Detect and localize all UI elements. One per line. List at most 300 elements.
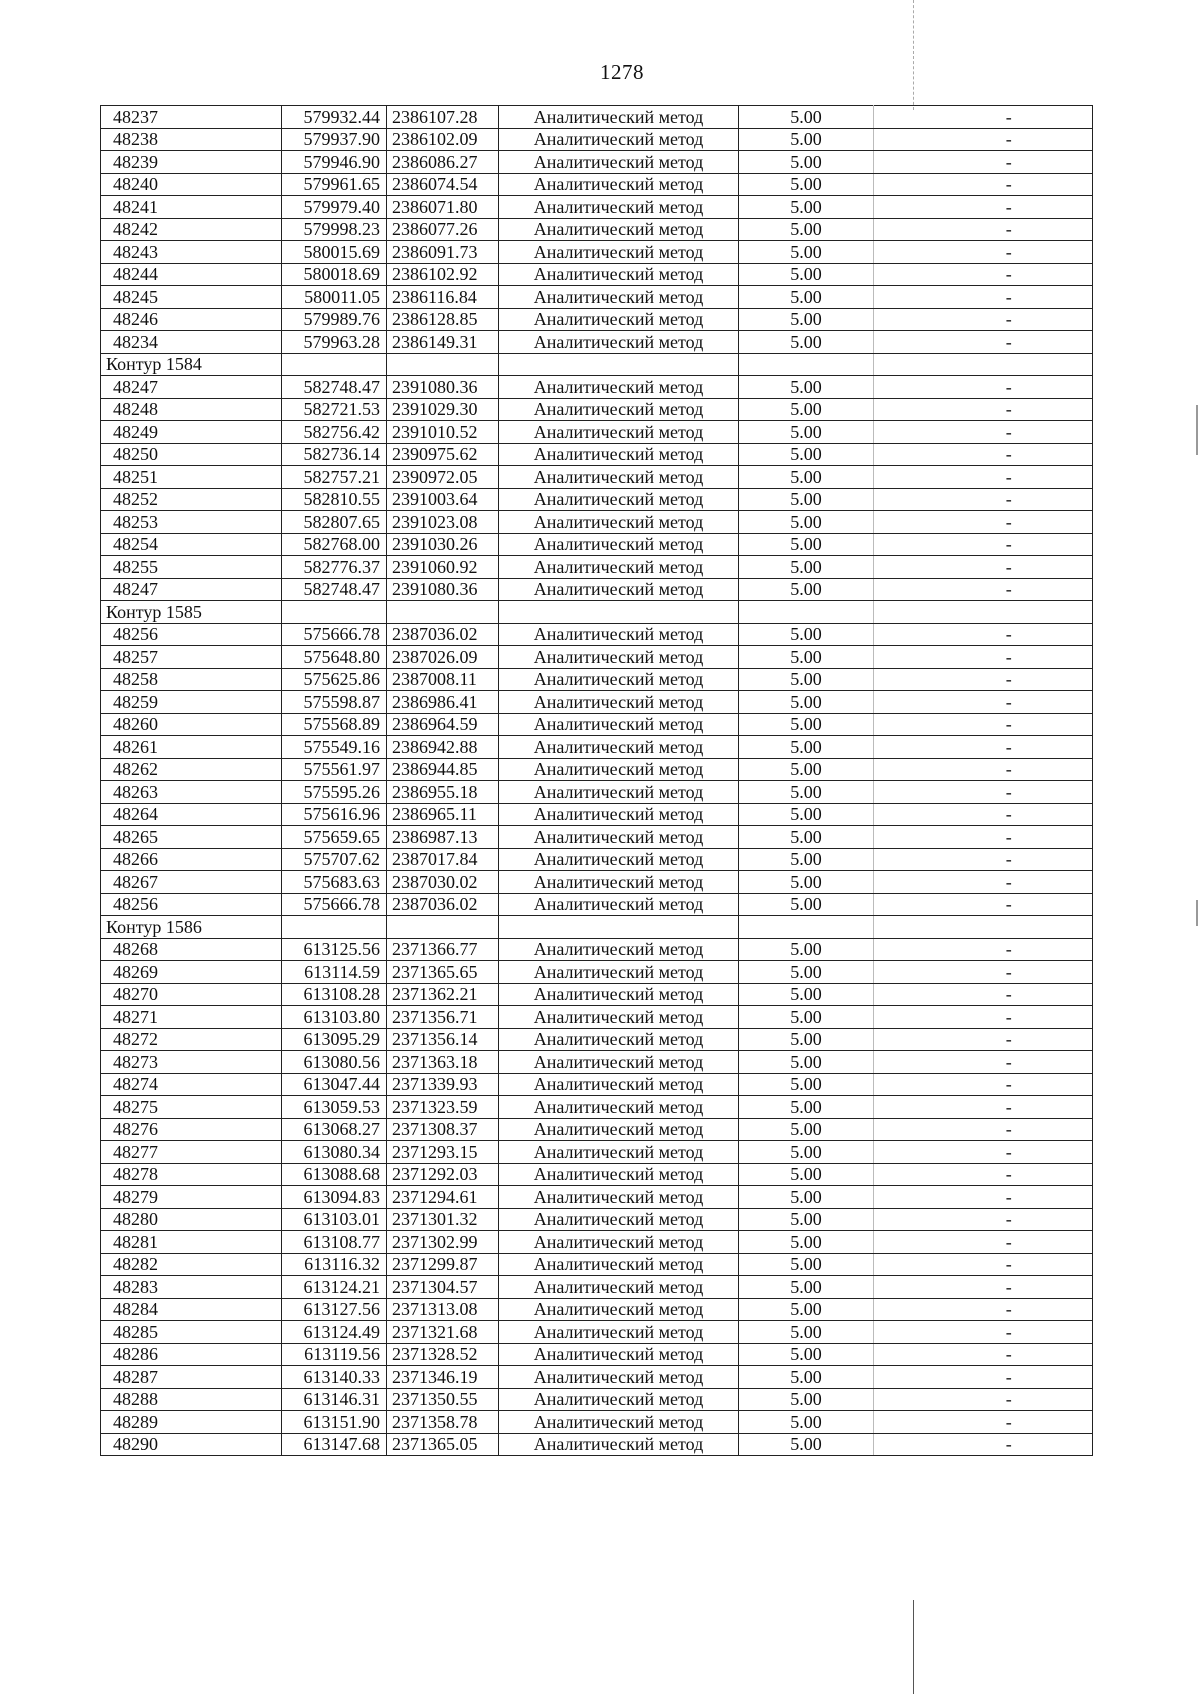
y-coordinate-cell: 2371304.57 — [387, 1276, 499, 1299]
point-id-cell: 48275 — [101, 1096, 282, 1119]
point-id-cell: 48245 — [101, 286, 282, 309]
y-coordinate-cell: 2371323.59 — [387, 1096, 499, 1119]
table-row — [101, 893, 1093, 916]
empty-cell — [874, 1411, 926, 1434]
empty-cell — [874, 1051, 926, 1074]
table-row — [101, 1321, 1093, 1344]
accuracy-cell: 5.00 — [739, 218, 874, 241]
empty-cell — [874, 623, 926, 646]
y-coordinate-cell: 2387036.02 — [387, 893, 499, 916]
point-id-cell: 48247 — [101, 376, 282, 399]
note-cell: - — [926, 241, 1093, 264]
note-cell: - — [926, 1321, 1093, 1344]
empty-cell — [874, 1253, 926, 1276]
x-coordinate-cell: 580018.69 — [282, 263, 387, 286]
accuracy-cell: 5.00 — [739, 1321, 874, 1344]
empty-cell — [926, 353, 1093, 376]
accuracy-cell: 5.00 — [739, 1051, 874, 1074]
table-row — [101, 691, 1093, 714]
x-coordinate-cell: 582756.42 — [282, 421, 387, 444]
empty-cell — [874, 173, 926, 196]
y-coordinate-cell: 2387030.02 — [387, 871, 499, 894]
method-cell: Аналитический метод — [499, 1208, 739, 1231]
accuracy-cell: 5.00 — [739, 106, 874, 129]
table-row — [101, 106, 1093, 129]
y-coordinate-cell: 2386942.88 — [387, 736, 499, 759]
empty-cell — [739, 353, 874, 376]
x-coordinate-cell: 613080.56 — [282, 1051, 387, 1074]
x-coordinate-cell: 613059.53 — [282, 1096, 387, 1119]
y-coordinate-cell: 2386091.73 — [387, 241, 499, 264]
point-id-cell: 48271 — [101, 1006, 282, 1029]
table-row — [101, 1411, 1093, 1434]
x-coordinate-cell: 579989.76 — [282, 308, 387, 331]
y-coordinate-cell: 2371366.77 — [387, 938, 499, 961]
accuracy-cell: 5.00 — [739, 1141, 874, 1164]
y-coordinate-cell: 2391003.64 — [387, 488, 499, 511]
empty-cell — [499, 916, 739, 939]
note-cell: - — [926, 128, 1093, 151]
empty-cell — [874, 421, 926, 444]
x-coordinate-cell: 575666.78 — [282, 893, 387, 916]
note-cell: - — [926, 871, 1093, 894]
x-coordinate-cell: 582721.53 — [282, 398, 387, 421]
point-id-cell: 48256 — [101, 623, 282, 646]
empty-cell — [874, 1073, 926, 1096]
y-coordinate-cell: 2386077.26 — [387, 218, 499, 241]
accuracy-cell: 5.00 — [739, 1006, 874, 1029]
empty-cell — [874, 1141, 926, 1164]
note-cell: - — [926, 938, 1093, 961]
coordinates-table — [100, 105, 1093, 1456]
table-row — [101, 1388, 1093, 1411]
accuracy-cell: 5.00 — [739, 961, 874, 984]
y-coordinate-cell: 2371294.61 — [387, 1186, 499, 1209]
empty-cell — [874, 848, 926, 871]
note-cell: - — [926, 1433, 1093, 1456]
table-row — [101, 263, 1093, 286]
note-cell: - — [926, 1388, 1093, 1411]
x-coordinate-cell: 575561.97 — [282, 758, 387, 781]
empty-cell — [499, 353, 739, 376]
empty-cell — [874, 803, 926, 826]
note-cell: - — [926, 803, 1093, 826]
method-cell: Аналитический метод — [499, 1028, 739, 1051]
table-row — [101, 241, 1093, 264]
method-cell: Аналитический метод — [499, 466, 739, 489]
accuracy-cell: 5.00 — [739, 128, 874, 151]
y-coordinate-cell: 2386116.84 — [387, 286, 499, 309]
note-cell: - — [926, 308, 1093, 331]
x-coordinate-cell: 613103.01 — [282, 1208, 387, 1231]
x-coordinate-cell: 575683.63 — [282, 871, 387, 894]
note-cell: - — [926, 1096, 1093, 1119]
contour-header-row — [101, 353, 1093, 376]
accuracy-cell: 5.00 — [739, 1276, 874, 1299]
point-id-cell: 48280 — [101, 1208, 282, 1231]
note-cell: - — [926, 218, 1093, 241]
x-coordinate-cell: 582736.14 — [282, 443, 387, 466]
note-cell: - — [926, 556, 1093, 579]
point-id-cell: 48281 — [101, 1231, 282, 1254]
x-coordinate-cell: 613124.49 — [282, 1321, 387, 1344]
method-cell: Аналитический метод — [499, 1051, 739, 1074]
table-row — [101, 1118, 1093, 1141]
accuracy-cell: 5.00 — [739, 1433, 874, 1456]
point-id-cell: 48240 — [101, 173, 282, 196]
point-id-cell: 48267 — [101, 871, 282, 894]
method-cell: Аналитический метод — [499, 736, 739, 759]
empty-cell — [874, 983, 926, 1006]
y-coordinate-cell: 2386074.54 — [387, 173, 499, 196]
method-cell: Аналитический метод — [499, 1411, 739, 1434]
method-cell: Аналитический метод — [499, 263, 739, 286]
method-cell: Аналитический метод — [499, 803, 739, 826]
accuracy-cell: 5.00 — [739, 1028, 874, 1051]
x-coordinate-cell: 613146.31 — [282, 1388, 387, 1411]
y-coordinate-cell: 2391023.08 — [387, 511, 499, 534]
method-cell: Аналитический метод — [499, 1006, 739, 1029]
empty-cell — [874, 556, 926, 579]
note-cell: - — [926, 1141, 1093, 1164]
accuracy-cell: 5.00 — [739, 848, 874, 871]
accuracy-cell: 5.00 — [739, 713, 874, 736]
x-coordinate-cell: 613103.80 — [282, 1006, 387, 1029]
accuracy-cell: 5.00 — [739, 241, 874, 264]
y-coordinate-cell: 2386102.09 — [387, 128, 499, 151]
empty-cell — [874, 916, 926, 939]
point-id-cell: 48270 — [101, 983, 282, 1006]
point-id-cell: 48277 — [101, 1141, 282, 1164]
empty-cell — [874, 961, 926, 984]
method-cell: Аналитический метод — [499, 893, 739, 916]
contour-label: Контур 1585 — [101, 601, 282, 624]
accuracy-cell: 5.00 — [739, 196, 874, 219]
table-row — [101, 1208, 1093, 1231]
table-row — [101, 533, 1093, 556]
method-cell: Аналитический метод — [499, 556, 739, 579]
empty-cell — [874, 1028, 926, 1051]
accuracy-cell: 5.00 — [739, 803, 874, 826]
table-row — [101, 1028, 1093, 1051]
x-coordinate-cell: 613140.33 — [282, 1366, 387, 1389]
method-cell: Аналитический метод — [499, 151, 739, 174]
point-id-cell: 48253 — [101, 511, 282, 534]
empty-cell — [874, 601, 926, 624]
method-cell: Аналитический метод — [499, 938, 739, 961]
note-cell: - — [926, 263, 1093, 286]
x-coordinate-cell: 613124.21 — [282, 1276, 387, 1299]
table-row — [101, 1433, 1093, 1456]
accuracy-cell: 5.00 — [739, 826, 874, 849]
table-row — [101, 983, 1093, 1006]
accuracy-cell: 5.00 — [739, 623, 874, 646]
y-coordinate-cell: 2386986.41 — [387, 691, 499, 714]
note-cell: - — [926, 578, 1093, 601]
empty-cell — [874, 1118, 926, 1141]
table-row — [101, 1253, 1093, 1276]
x-coordinate-cell: 579932.44 — [282, 106, 387, 129]
empty-cell — [874, 1006, 926, 1029]
point-id-cell: 48237 — [101, 106, 282, 129]
method-cell: Аналитический метод — [499, 1276, 739, 1299]
table-row — [101, 826, 1093, 849]
x-coordinate-cell: 579998.23 — [282, 218, 387, 241]
page-number: 1278 — [600, 60, 644, 84]
x-coordinate-cell: 575568.89 — [282, 713, 387, 736]
point-id-cell: 48248 — [101, 398, 282, 421]
method-cell: Аналитический метод — [499, 128, 739, 151]
x-coordinate-cell: 580015.69 — [282, 241, 387, 264]
accuracy-cell: 5.00 — [739, 1096, 874, 1119]
table-row — [101, 1231, 1093, 1254]
empty-cell — [387, 353, 499, 376]
point-id-cell: 48283 — [101, 1276, 282, 1299]
point-id-cell: 48276 — [101, 1118, 282, 1141]
y-coordinate-cell: 2371328.52 — [387, 1343, 499, 1366]
note-cell: - — [926, 1028, 1093, 1051]
x-coordinate-cell: 579937.90 — [282, 128, 387, 151]
point-id-cell: 48278 — [101, 1163, 282, 1186]
empty-cell — [282, 916, 387, 939]
table-row — [101, 1051, 1093, 1074]
scan-edge-mark — [1196, 405, 1198, 455]
x-coordinate-cell: 613147.68 — [282, 1433, 387, 1456]
note-cell: - — [926, 848, 1093, 871]
empty-cell — [874, 1388, 926, 1411]
note-cell: - — [926, 781, 1093, 804]
empty-cell — [874, 578, 926, 601]
x-coordinate-cell: 613114.59 — [282, 961, 387, 984]
empty-cell — [874, 893, 926, 916]
point-id-cell: 48274 — [101, 1073, 282, 1096]
x-coordinate-cell: 579963.28 — [282, 331, 387, 354]
method-cell: Аналитический метод — [499, 961, 739, 984]
point-id-cell: 48242 — [101, 218, 282, 241]
accuracy-cell: 5.00 — [739, 1118, 874, 1141]
table-row — [101, 556, 1093, 579]
empty-cell — [874, 106, 926, 129]
empty-cell — [874, 488, 926, 511]
note-cell: - — [926, 106, 1093, 129]
x-coordinate-cell: 613108.28 — [282, 983, 387, 1006]
x-coordinate-cell: 613088.68 — [282, 1163, 387, 1186]
empty-cell — [874, 1366, 926, 1389]
accuracy-cell: 5.00 — [739, 1253, 874, 1276]
accuracy-cell: 5.00 — [739, 668, 874, 691]
empty-cell — [874, 938, 926, 961]
point-id-cell: 48279 — [101, 1186, 282, 1209]
x-coordinate-cell: 575659.65 — [282, 826, 387, 849]
table-row — [101, 1141, 1093, 1164]
table-row — [101, 938, 1093, 961]
note-cell: - — [926, 533, 1093, 556]
x-coordinate-cell: 613094.83 — [282, 1186, 387, 1209]
contour-header-row — [101, 601, 1093, 624]
method-cell: Аналитический метод — [499, 533, 739, 556]
coordinates-table-body — [101, 106, 1093, 1456]
note-cell: - — [926, 151, 1093, 174]
x-coordinate-cell: 582776.37 — [282, 556, 387, 579]
method-cell: Аналитический метод — [499, 668, 739, 691]
note-cell: - — [926, 1253, 1093, 1276]
point-id-cell: 48254 — [101, 533, 282, 556]
note-cell: - — [926, 443, 1093, 466]
y-coordinate-cell: 2386987.13 — [387, 826, 499, 849]
point-id-cell: 48287 — [101, 1366, 282, 1389]
method-cell: Аналитический метод — [499, 691, 739, 714]
y-coordinate-cell: 2390972.05 — [387, 466, 499, 489]
x-coordinate-cell: 613108.77 — [282, 1231, 387, 1254]
x-coordinate-cell: 575648.80 — [282, 646, 387, 669]
table-row — [101, 1073, 1093, 1096]
table-row — [101, 961, 1093, 984]
note-cell: - — [926, 196, 1093, 219]
accuracy-cell: 5.00 — [739, 938, 874, 961]
method-cell: Аналитический метод — [499, 308, 739, 331]
y-coordinate-cell: 2391030.26 — [387, 533, 499, 556]
accuracy-cell: 5.00 — [739, 1231, 874, 1254]
contour-header-row — [101, 916, 1093, 939]
accuracy-cell: 5.00 — [739, 646, 874, 669]
accuracy-cell: 5.00 — [739, 466, 874, 489]
note-cell: - — [926, 623, 1093, 646]
y-coordinate-cell: 2371358.78 — [387, 1411, 499, 1434]
method-cell: Аналитический метод — [499, 646, 739, 669]
empty-cell — [874, 286, 926, 309]
empty-cell — [874, 331, 926, 354]
accuracy-cell: 5.00 — [739, 1208, 874, 1231]
point-id-cell: 48288 — [101, 1388, 282, 1411]
x-coordinate-cell: 582757.21 — [282, 466, 387, 489]
note-cell: - — [926, 893, 1093, 916]
y-coordinate-cell: 2371313.08 — [387, 1298, 499, 1321]
point-id-cell: 48259 — [101, 691, 282, 714]
x-coordinate-cell: 575616.96 — [282, 803, 387, 826]
table-row — [101, 443, 1093, 466]
y-coordinate-cell: 2391080.36 — [387, 376, 499, 399]
accuracy-cell: 5.00 — [739, 443, 874, 466]
note-cell: - — [926, 1343, 1093, 1366]
method-cell: Аналитический метод — [499, 1321, 739, 1344]
point-id-cell: 48265 — [101, 826, 282, 849]
accuracy-cell: 5.00 — [739, 398, 874, 421]
accuracy-cell: 5.00 — [739, 511, 874, 534]
method-cell: Аналитический метод — [499, 398, 739, 421]
method-cell: Аналитический метод — [499, 1366, 739, 1389]
table-row — [101, 803, 1093, 826]
note-cell: - — [926, 1073, 1093, 1096]
accuracy-cell: 5.00 — [739, 871, 874, 894]
y-coordinate-cell: 2391029.30 — [387, 398, 499, 421]
empty-cell — [282, 601, 387, 624]
point-id-cell: 48272 — [101, 1028, 282, 1051]
method-cell: Аналитический метод — [499, 173, 739, 196]
note-cell: - — [926, 286, 1093, 309]
note-cell: - — [926, 1163, 1093, 1186]
empty-cell — [874, 263, 926, 286]
note-cell: - — [926, 1231, 1093, 1254]
point-id-cell: 48264 — [101, 803, 282, 826]
accuracy-cell: 5.00 — [739, 308, 874, 331]
method-cell: Аналитический метод — [499, 1298, 739, 1321]
table-row — [101, 1006, 1093, 1029]
table-row — [101, 1096, 1093, 1119]
point-id-cell: 48262 — [101, 758, 282, 781]
table-row — [101, 286, 1093, 309]
method-cell: Аналитический метод — [499, 871, 739, 894]
method-cell: Аналитический метод — [499, 1388, 739, 1411]
y-coordinate-cell: 2386944.85 — [387, 758, 499, 781]
table-row — [101, 1343, 1093, 1366]
point-id-cell: 48238 — [101, 128, 282, 151]
note-cell: - — [926, 421, 1093, 444]
note-cell: - — [926, 1208, 1093, 1231]
point-id-cell: 48257 — [101, 646, 282, 669]
note-cell: - — [926, 1366, 1093, 1389]
method-cell: Аналитический метод — [499, 1096, 739, 1119]
empty-cell — [874, 1163, 926, 1186]
empty-cell — [874, 218, 926, 241]
point-id-cell: 48250 — [101, 443, 282, 466]
note-cell: - — [926, 466, 1093, 489]
note-cell: - — [926, 1411, 1093, 1434]
point-id-cell: 48290 — [101, 1433, 282, 1456]
method-cell: Аналитический метод — [499, 1118, 739, 1141]
empty-cell — [739, 601, 874, 624]
y-coordinate-cell: 2391080.36 — [387, 578, 499, 601]
method-cell: Аналитический метод — [499, 241, 739, 264]
x-coordinate-cell: 575549.16 — [282, 736, 387, 759]
method-cell: Аналитический метод — [499, 218, 739, 241]
table-row — [101, 1276, 1093, 1299]
empty-cell — [739, 916, 874, 939]
note-cell: - — [926, 511, 1093, 534]
accuracy-cell: 5.00 — [739, 1186, 874, 1209]
x-coordinate-cell: 613127.56 — [282, 1298, 387, 1321]
accuracy-cell: 5.00 — [739, 173, 874, 196]
table-row — [101, 151, 1093, 174]
note-cell: - — [926, 713, 1093, 736]
point-id-cell: 48284 — [101, 1298, 282, 1321]
note-cell: - — [926, 961, 1093, 984]
note-cell: - — [926, 398, 1093, 421]
empty-cell — [874, 781, 926, 804]
table-row — [101, 1366, 1093, 1389]
accuracy-cell: 5.00 — [739, 151, 874, 174]
empty-cell — [874, 241, 926, 264]
method-cell: Аналитический метод — [499, 1253, 739, 1276]
y-coordinate-cell: 2391060.92 — [387, 556, 499, 579]
table-row — [101, 173, 1093, 196]
accuracy-cell: 5.00 — [739, 421, 874, 444]
empty-cell — [874, 376, 926, 399]
x-coordinate-cell: 582748.47 — [282, 578, 387, 601]
accuracy-cell: 5.00 — [739, 691, 874, 714]
point-id-cell: 48289 — [101, 1411, 282, 1434]
y-coordinate-cell: 2371346.19 — [387, 1366, 499, 1389]
contour-label: Контур 1584 — [101, 353, 282, 376]
method-cell: Аналитический метод — [499, 781, 739, 804]
accuracy-cell: 5.00 — [739, 1388, 874, 1411]
table-row — [101, 668, 1093, 691]
note-cell: - — [926, 1298, 1093, 1321]
accuracy-cell: 5.00 — [739, 376, 874, 399]
table-row — [101, 623, 1093, 646]
x-coordinate-cell: 582748.47 — [282, 376, 387, 399]
empty-cell — [874, 1276, 926, 1299]
y-coordinate-cell: 2371356.71 — [387, 1006, 499, 1029]
